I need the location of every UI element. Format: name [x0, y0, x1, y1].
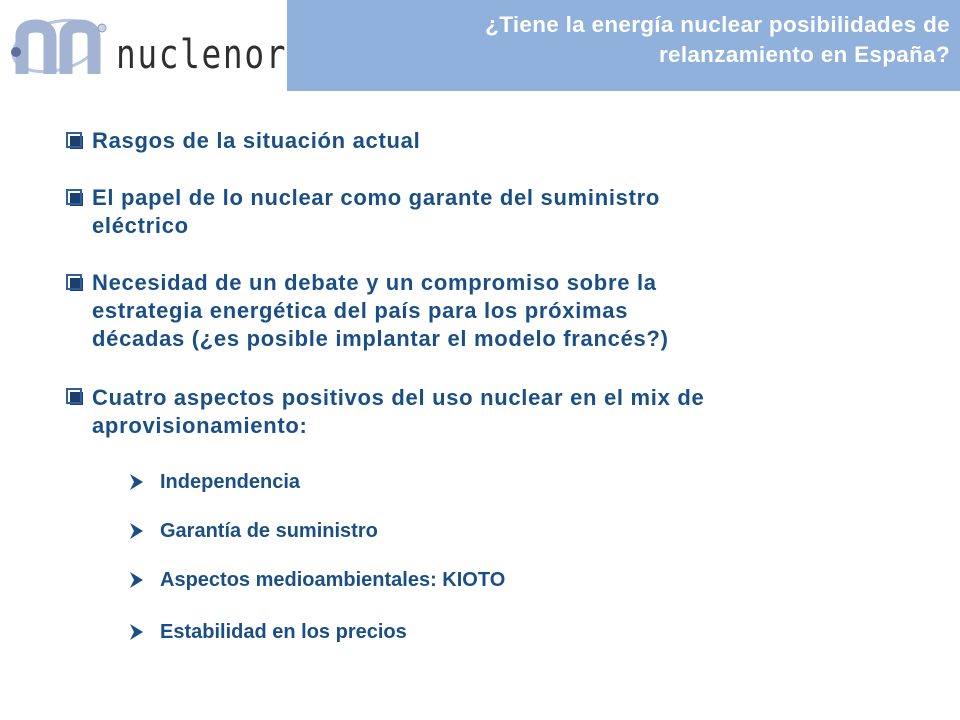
- bullet-item: [92, 384, 922, 440]
- arrow-icon: [128, 571, 144, 589]
- checkbox-icon: [66, 274, 82, 290]
- sub-bullet-item: Aspectos medioambientales: KIOTO: [160, 569, 506, 591]
- bullet-line: Rasgos de la situación actual: [92, 128, 421, 153]
- nuclenor-logo: [8, 8, 288, 88]
- bullet-line: décadas (¿es posible implantar el modelo francés?): [92, 326, 669, 351]
- sub-bullet-item: Estabilidad en los precios: [160, 621, 407, 643]
- sub-bullet-item: Independencia: [160, 471, 301, 493]
- arrow-icon: [128, 522, 144, 540]
- checkbox-icon: [66, 132, 82, 148]
- bullet-line: El papel de lo nuclear como garante del suministro: [92, 185, 661, 210]
- page-title: [310, 10, 950, 70]
- bullet-item: [92, 269, 922, 353]
- checkbox-icon: [66, 189, 82, 205]
- bullet-line: Necesidad de un debate y un compromiso sobre la: [92, 270, 657, 295]
- bullet-line: estrategia energética del país para los próximas: [92, 298, 629, 323]
- title-band: [287, 0, 960, 91]
- bullet-line: Cuatro aspectos positivos del uso nuclear en el mix de: [92, 385, 705, 410]
- bullet-item: [92, 184, 922, 240]
- arrow-icon: [128, 473, 144, 491]
- bullet-line: eléctrico: [92, 213, 189, 238]
- checkbox-icon: [66, 388, 82, 404]
- sub-bullet-item: Garantía de suministro: [160, 520, 378, 542]
- logo-wordmark: nuclenor: [116, 32, 288, 78]
- title-line-1: ¿Tiene la energía nuclear posibilidades de: [485, 12, 950, 37]
- bullet-item: [92, 127, 922, 155]
- arrow-icon: [128, 623, 144, 641]
- title-line-2: relanzamiento en España?: [658, 42, 950, 67]
- bullet-line: aprovisionamiento:: [92, 413, 308, 438]
